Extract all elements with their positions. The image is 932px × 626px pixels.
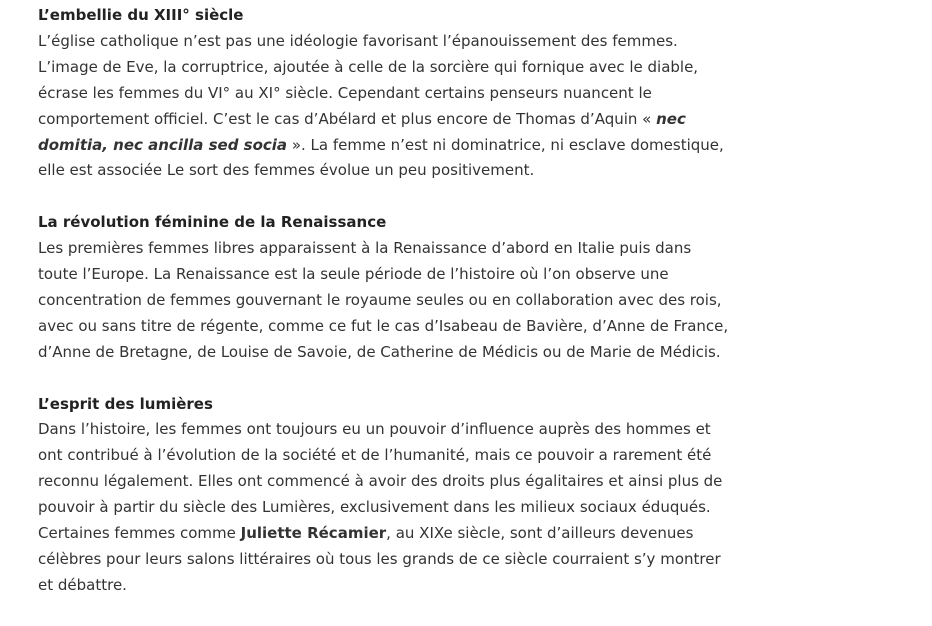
latin-quote: domitia, nec ancilla sed socia	[38, 135, 288, 154]
paragraph-line	[38, 417, 928, 443]
paragraph-line	[38, 547, 928, 573]
paragraph-line	[38, 314, 928, 340]
paragraph-line	[38, 158, 928, 184]
section-renaissance	[38, 210, 928, 365]
text-run: Dans l’histoire, les femmes ont toujours eu un pouvoir d’influence auprès des hommes et	[38, 420, 711, 439]
text-run: écrase les femmes du VI° au XI° siècle. Cependant certains penseurs nuancent le	[38, 83, 652, 102]
paragraph-line	[38, 55, 928, 81]
paragraph-line	[38, 573, 928, 599]
section-embellie	[38, 3, 928, 184]
text-run: avec ou sans titre de régente, comme ce fut le cas d’Isabeau de Bavière, d’Anne de France,	[38, 316, 729, 335]
paragraph-line	[38, 443, 928, 469]
text-run: Certaines femmes comme	[38, 524, 241, 543]
paragraph-line	[38, 236, 928, 262]
article-body	[38, 3, 928, 599]
text-run: ». La femme n’est ni dominatrice, ni esclave domestique,	[287, 135, 724, 154]
paragraph-line	[38, 262, 928, 288]
paragraph-line	[38, 29, 928, 55]
paragraph-line	[38, 81, 928, 107]
text-run: , au XIXe siècle, sont d’ailleurs devenues	[386, 524, 694, 543]
latin-quote: nec	[656, 109, 686, 128]
text-run: reconnu légalement. Elles ont commencé à avoir des droits plus égalitaires et ainsi plus de	[38, 472, 723, 491]
text-run: ont contribué à l’évolution de la société et de l’humanité, mais ce pouvoir a rarement été	[38, 446, 712, 465]
section-title: L’esprit des lumières	[38, 394, 213, 413]
section-title: L’embellie du XIII° siècle	[38, 6, 244, 24]
paragraph-line	[38, 107, 928, 133]
text-run: célèbres pour leurs salons littéraires où tous les grands de ce siècle courraient s’y montrer	[38, 550, 721, 568]
text-run: et débattre.	[38, 575, 127, 594]
text-run: Les premières femmes libres apparaissent à la Renaissance d’abord en Italie puis dans	[38, 239, 692, 258]
text-run: comportement officiel. C’est le cas d’Abélard et plus encore de Thomas d’Aquin «	[38, 109, 657, 128]
person-name: Juliette Récamier	[240, 524, 387, 543]
paragraph-line	[38, 133, 928, 159]
paragraph-line	[38, 521, 928, 547]
section-lumieres	[38, 392, 928, 599]
paragraph-line	[38, 495, 928, 521]
text-run: d’Anne de Bretagne, de Louise de Savoie, de Catherine de Médicis ou de Marie de Médicis.	[38, 342, 721, 361]
paragraph-line	[38, 469, 928, 495]
text-run: pouvoir à partir du siècle des Lumières, exclusivement dans les milieux sociaux éduqués.	[38, 498, 711, 517]
text-run: L’image de Eve, la corruptrice, ajoutée à celle de la sorcière qui fornique avec le diable,	[38, 57, 699, 76]
section-title: La révolution féminine de la Renaissance	[38, 213, 387, 232]
text-run: concentration de femmes gouvernant le royaume seules ou en collaboration avec des rois,	[38, 290, 722, 309]
paragraph-line	[38, 340, 928, 366]
paragraph-line	[38, 288, 928, 314]
text-run: elle est associée Le sort des femmes évolue un peu positivement.	[38, 161, 535, 180]
text-run: toute l’Europe. La Renaissance est la seule période de l’histoire où l’on observe une	[38, 265, 669, 284]
text-run: L’église catholique n’est pas une idéologie favorisant l’épanouissement des femmes.	[38, 31, 678, 50]
